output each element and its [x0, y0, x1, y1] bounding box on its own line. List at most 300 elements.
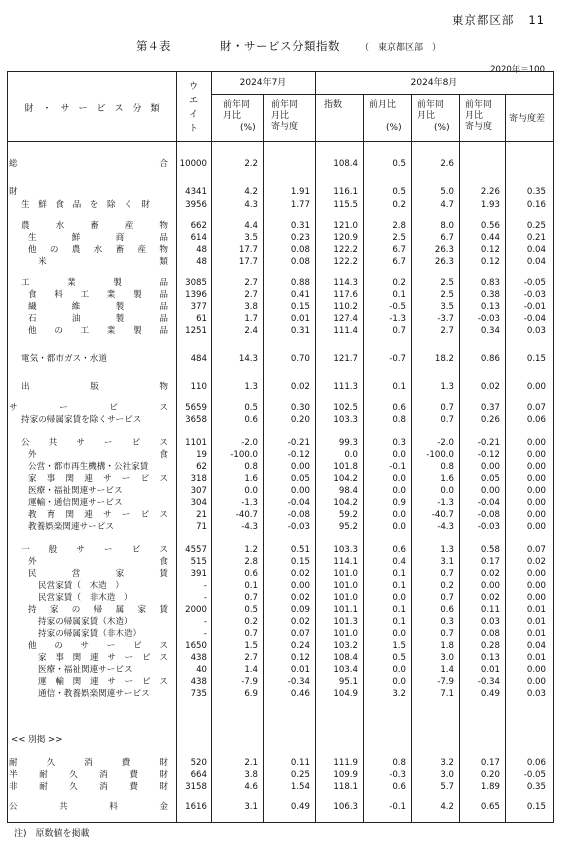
cell-ix: 114.3 [333, 278, 358, 288]
table-row [8, 199, 555, 211]
cell-jc: 0.31 [290, 221, 310, 231]
cell-mm: 3.2 [392, 689, 406, 699]
table-row [8, 580, 555, 592]
base-year-note: 2020年＝100 [490, 65, 545, 75]
row-category: 食 料 工 業 製 品 [28, 290, 168, 300]
cell-ac: 0.58 [480, 545, 500, 555]
cell-ac: 0.12 [480, 245, 500, 255]
row-category: 半 耐 久 消 費 財 [9, 770, 168, 780]
cell-dd: -0.04 [523, 314, 546, 324]
cell-ac: 0.08 [480, 629, 500, 639]
cell-jc: 0.05 [290, 474, 310, 484]
row-category: 非 耐 久 消 費 財 [9, 782, 168, 792]
cell-w: 614 [190, 233, 207, 243]
cell-jy: 0.0 [244, 486, 258, 496]
cell-ac: -0.12 [477, 450, 500, 460]
cell-ac: 0.02 [480, 569, 500, 579]
cell-dd: 0.00 [526, 510, 546, 520]
table-row [8, 301, 555, 313]
cell-ix: 104.2 [333, 474, 358, 484]
cell-dd: -0.05 [523, 770, 546, 780]
cell-ac: 0.86 [480, 354, 500, 364]
cell-w: - [203, 629, 207, 639]
cell-dd: 0.00 [526, 498, 546, 508]
cell-w: 48 [196, 245, 207, 255]
cell-w: 61 [196, 314, 207, 324]
cell-ac: -0.03 [477, 522, 500, 532]
cell-ay: 2.5 [440, 290, 454, 300]
cell-dd: 0.07 [526, 403, 546, 413]
cell-w: 377 [190, 302, 207, 312]
cell-dd: 0.00 [526, 474, 546, 484]
cell-jy: 3.8 [244, 302, 258, 312]
cell-jy: 0.8 [244, 462, 258, 472]
cell-ay: -2.0 [437, 438, 454, 448]
cell-ac: 0.28 [480, 641, 500, 651]
cell-mm: 0.0 [392, 522, 406, 532]
cell-mm: 0.4 [392, 557, 406, 567]
cell-dd: 0.01 [526, 617, 546, 627]
row-category: 医療・福祉関連サービス [38, 665, 133, 675]
cell-ac: 0.00 [480, 486, 500, 496]
cell-ac: -0.08 [477, 510, 500, 520]
row-category: 運輸・通信関連サービス [28, 498, 123, 508]
cell-w: 438 [190, 677, 207, 687]
cell-dd: 0.00 [526, 522, 546, 532]
table-row [8, 757, 555, 769]
cell-ix: 104.9 [333, 689, 358, 699]
row-category: 通信・教養娯楽関連サービス [38, 689, 150, 699]
table-row [8, 158, 555, 170]
cell-mm: 0.0 [392, 486, 406, 496]
cell-ix: 120.9 [333, 233, 358, 243]
table-row [8, 521, 555, 533]
cell-mm: 0.6 [392, 403, 406, 413]
cell-w: 10000 [179, 159, 207, 169]
cell-ay: 6.7 [440, 233, 454, 243]
header-jul-yoy-unit: (%) [240, 123, 256, 133]
table-row [8, 437, 555, 449]
cell-ay: 0.2 [440, 581, 454, 591]
cell-mm: 0.1 [392, 617, 406, 627]
cell-dd: 0.06 [526, 415, 546, 425]
table-title: 財・サービス分類指数 [220, 39, 340, 53]
cell-w: 3158 [185, 782, 207, 792]
cell-dd: -0.03 [523, 290, 546, 300]
cell-dd: 0.35 [526, 187, 546, 197]
cell-mm: 0.1 [392, 290, 406, 300]
cell-mm: 0.0 [392, 665, 406, 675]
cell-mm: -0.1 [389, 462, 406, 472]
cell-jy: -7.9 [241, 677, 258, 687]
row-category: 民営家賃（ 木造 ） [38, 581, 124, 591]
cell-jc: -0.04 [287, 498, 310, 508]
cell-jy: 2.7 [244, 653, 258, 663]
cell-ix: 111.4 [333, 326, 358, 336]
cell-jc: 0.08 [290, 257, 310, 267]
cell-ay: 5.7 [440, 782, 454, 792]
cell-mm: 0.1 [392, 605, 406, 615]
cell-jy: 1.3 [244, 382, 258, 392]
cell-jy: 0.6 [244, 415, 258, 425]
row-category: 家 事 関 連 サ ー ビ ス [38, 653, 168, 663]
cell-dd: -0.01 [523, 302, 546, 312]
cell-jc: 1.77 [290, 200, 310, 210]
cell-ix: 117.6 [333, 290, 358, 300]
row-category: 民営家賃（ 非木造 ） [38, 593, 133, 603]
cell-w: 484 [190, 354, 207, 364]
table-row [8, 461, 555, 473]
row-category: 外 食 [28, 450, 168, 460]
cell-jc: 1.91 [290, 187, 310, 197]
cell-dd: 0.00 [526, 382, 546, 392]
cell-w: 1396 [185, 290, 207, 300]
row-category: 公営・都市再生機構・公社家賃 [28, 462, 149, 472]
table-row [8, 652, 555, 664]
cell-mm: 0.1 [392, 581, 406, 591]
row-category: 運 輸 関 連 サ ー ビ ス [38, 677, 168, 687]
cell-ac: 0.01 [480, 665, 500, 675]
cell-ix: 116.1 [333, 187, 358, 197]
separator-label: << 別掲 >> [11, 735, 63, 745]
cell-mm: 0.3 [392, 438, 406, 448]
cell-jy: 4.6 [244, 782, 258, 792]
cell-mm: 0.8 [392, 415, 406, 425]
header-region: 東京都区部 [451, 13, 515, 27]
cell-dd: 0.00 [526, 486, 546, 496]
cell-jy: 1.5 [244, 641, 258, 651]
row-category: 電気・都市ガス・水道 [21, 354, 107, 364]
cell-w: 3658 [185, 415, 207, 425]
table-row [8, 449, 555, 461]
row-category: 他 の サ ー ビ ス [28, 641, 168, 651]
cell-ay: 0.0 [440, 486, 454, 496]
cell-mm: 0.0 [392, 629, 406, 639]
cell-dd: 0.04 [526, 257, 546, 267]
cell-mm: 1.5 [392, 641, 406, 651]
cell-mm: 2.8 [392, 221, 406, 231]
cell-ay: -100.0 [426, 450, 454, 460]
page-number: 11 [528, 13, 545, 27]
cell-jc: 0.88 [290, 278, 310, 288]
cell-ix: 102.5 [333, 403, 358, 413]
cell-ix: 101.8 [333, 462, 358, 472]
cell-jy: -4.3 [241, 522, 258, 532]
row-category: 生 鮮 商 品 [28, 233, 168, 243]
row-category: 一 般 サ ー ビ ス [21, 545, 168, 555]
cell-mm: 0.2 [392, 200, 406, 210]
table-row [8, 186, 555, 198]
cell-w: 1101 [185, 438, 207, 448]
table-row [8, 256, 555, 268]
table-row [8, 781, 555, 793]
cell-jc: 0.07 [290, 629, 310, 639]
cell-ac: -0.34 [477, 677, 500, 687]
cell-ac: 0.65 [480, 802, 500, 812]
footnote: 注) 原数値を掲載 [14, 829, 90, 839]
header-aug-yoy: 前年同 月比 [417, 100, 445, 121]
row-category: 他 の 農 水 畜 産 物 [28, 245, 168, 255]
cell-ac: 0.03 [480, 617, 500, 627]
cell-w: 318 [190, 474, 207, 484]
cell-jc: 0.41 [290, 290, 310, 300]
header-mom-unit: (%) [386, 123, 402, 133]
cell-ac: 0.12 [480, 257, 500, 267]
table-row [8, 402, 555, 414]
cell-dd: 0.00 [526, 677, 546, 687]
cell-mm: 6.7 [392, 245, 406, 255]
table-row [8, 568, 555, 580]
cell-jy: 2.4 [244, 326, 258, 336]
cell-w: 391 [190, 569, 207, 579]
cell-jc: 0.15 [290, 557, 310, 567]
cell-jy: 0.1 [244, 581, 258, 591]
cell-dd: 0.35 [526, 782, 546, 792]
cell-w: 3085 [185, 278, 207, 288]
table-row [8, 688, 555, 700]
cell-ay: 8.0 [440, 221, 454, 231]
cell-ay: 0.7 [440, 415, 454, 425]
table-row [8, 544, 555, 556]
cell-ay: 1.4 [440, 665, 454, 675]
cell-mm: 0.7 [392, 326, 406, 336]
cell-dd: 0.00 [526, 450, 546, 460]
cell-mm: 0.0 [392, 450, 406, 460]
row-category: 教 育 関 連 サ ー ビ ス [28, 510, 168, 520]
cell-w: 1650 [185, 641, 207, 651]
cell-jy: 3.5 [244, 233, 258, 243]
cell-jc: 1.54 [290, 782, 310, 792]
cell-mm: -0.7 [389, 354, 406, 364]
cell-ac: 0.13 [480, 302, 500, 312]
row-category: 持家の帰属家賃（木造） [38, 617, 133, 627]
header-aug-yoy-unit: (%) [434, 123, 450, 133]
row-category: 耐 久 消 費 財 [9, 758, 168, 768]
cell-ix: 101.0 [333, 569, 358, 579]
header-jul-contrib: 前年同 月比 寄与度 [271, 100, 299, 132]
cell-jc: 0.24 [290, 641, 310, 651]
cell-dd: 0.04 [526, 641, 546, 651]
cell-ix: 108.4 [333, 159, 358, 169]
cell-ix: 101.0 [333, 581, 358, 591]
cell-mm: 0.0 [392, 474, 406, 484]
header-aug: 2024年8月 [410, 78, 458, 88]
cell-ix: 110.2 [333, 302, 358, 312]
cell-dd: 0.03 [526, 689, 546, 699]
cell-ay: 1.3 [440, 545, 454, 555]
cell-jy: 2.2 [244, 159, 258, 169]
cell-ix: 111.3 [333, 382, 358, 392]
cell-jc: 0.12 [290, 653, 310, 663]
table-row [8, 277, 555, 289]
cell-jy: 2.7 [244, 290, 258, 300]
cell-w: - [203, 593, 207, 603]
cell-jy: -100.0 [230, 450, 258, 460]
table-row [8, 414, 555, 426]
cell-mm: 0.5 [392, 159, 406, 169]
cell-ix: 98.4 [338, 486, 358, 496]
table-row [8, 497, 555, 509]
table-row [8, 325, 555, 337]
cell-ac: 0.38 [480, 290, 500, 300]
cell-dd: 0.07 [526, 545, 546, 555]
cell-jy: 2.7 [244, 278, 258, 288]
cell-dd: 0.01 [526, 629, 546, 639]
cell-dd: 0.00 [526, 438, 546, 448]
cell-ac: 1.93 [480, 200, 500, 210]
cell-jy: 6.9 [244, 689, 258, 699]
cell-ac: -0.21 [477, 438, 500, 448]
row-category: 外 食 [28, 557, 168, 567]
cell-w: 4557 [185, 545, 207, 555]
cell-ay: 0.3 [440, 617, 454, 627]
cell-dd: 0.21 [526, 233, 546, 243]
cell-w: 2000 [185, 605, 207, 615]
cell-ac: 0.13 [480, 653, 500, 663]
cell-jc: 0.20 [290, 415, 310, 425]
table-row [8, 640, 555, 652]
cell-mm: 0.1 [392, 382, 406, 392]
cell-ac: 0.17 [480, 557, 500, 567]
cell-w: 1251 [185, 326, 207, 336]
cell-ay: 26.3 [434, 245, 454, 255]
row-category: 出 版 物 [21, 382, 168, 392]
row-category: サ ー ビ ス [9, 403, 168, 413]
cell-dd: 0.25 [526, 221, 546, 231]
cell-ac: 0.00 [480, 462, 500, 472]
cell-jy: 4.3 [244, 200, 258, 210]
cell-jy: 0.5 [244, 403, 258, 413]
cell-jc: -0.34 [287, 677, 310, 687]
cell-w: 62 [196, 462, 207, 472]
cell-ay: 3.0 [440, 653, 454, 663]
cell-jc: -0.12 [287, 450, 310, 460]
cell-ay: 4.7 [440, 200, 454, 210]
table-row [8, 473, 555, 485]
header-jul: 2024年7月 [239, 78, 287, 88]
cell-ix: 99.3 [338, 438, 358, 448]
cell-jy: -40.7 [235, 510, 258, 520]
row-category: 生 鮮 食 品 を 除 く 財 [21, 200, 150, 210]
cell-jc: -0.21 [287, 438, 310, 448]
cell-ac: -0.03 [477, 314, 500, 324]
cell-jy: 4.4 [244, 221, 258, 231]
cell-mm: 0.8 [392, 758, 406, 768]
cell-ay: -4.3 [437, 522, 454, 532]
header-index: 指数 [324, 100, 343, 110]
cell-mm: 2.5 [392, 233, 406, 243]
cell-ix: 122.2 [333, 245, 358, 255]
header-contrib-diff: 寄与度差 [509, 114, 546, 124]
cell-ix: 111.9 [333, 758, 358, 768]
cell-mm: -0.1 [389, 802, 406, 812]
header-category: 財 ・ サ ー ビ ス 分 類 [24, 104, 160, 114]
cell-ix: 0.0 [344, 450, 358, 460]
cell-ay: -7.9 [437, 677, 454, 687]
cell-jy: -2.0 [241, 438, 258, 448]
table-row [8, 592, 555, 604]
cell-ay: 1.8 [440, 641, 454, 651]
table-row [8, 289, 555, 301]
cell-mm: 0.0 [392, 677, 406, 687]
table-row [8, 244, 555, 256]
cell-ay: 3.0 [440, 770, 454, 780]
cell-ix: 95.1 [338, 677, 358, 687]
row-category: 繊 維 製 品 [28, 302, 168, 312]
cell-jy: 14.3 [238, 354, 258, 364]
cell-ac: 0.00 [480, 581, 500, 591]
cell-jc: 0.15 [290, 302, 310, 312]
row-category: 持家の帰属家賃を除くサービス [21, 415, 142, 425]
cell-ix: 101.0 [333, 593, 358, 603]
row-category: 医療・福祉関連サービス [28, 486, 123, 496]
cell-w: - [203, 581, 207, 591]
cell-mm: 0.0 [392, 510, 406, 520]
cell-w: - [203, 617, 207, 627]
cell-ix: 122.2 [333, 257, 358, 267]
header-aug-contrib: 前年同 月比 寄与度 [465, 100, 493, 132]
row-category: 持家の帰属家賃（非木造） [38, 629, 142, 639]
cell-w: 515 [190, 557, 207, 567]
cell-ay: 0.7 [440, 403, 454, 413]
cell-w: 520 [190, 758, 207, 768]
cell-jc: 0.25 [290, 770, 310, 780]
cell-jy: 2.8 [244, 557, 258, 567]
row-category: 民 営 家 賃 [28, 569, 168, 579]
cell-ix: 115.5 [333, 200, 358, 210]
cell-ix: 109.9 [333, 770, 358, 780]
cell-jc: 0.02 [290, 569, 310, 579]
cell-ay: 5.0 [440, 187, 454, 197]
cell-ac: 0.11 [480, 605, 500, 615]
cell-jc: 0.02 [290, 593, 310, 603]
cell-mm: -0.3 [389, 770, 406, 780]
cell-w: 664 [190, 770, 207, 780]
header-bottom-line [8, 141, 553, 142]
cell-jy: 0.5 [244, 605, 258, 615]
cell-jc: 0.11 [290, 758, 310, 768]
cell-dd: 0.04 [526, 245, 546, 255]
cell-jy: 3.8 [244, 770, 258, 780]
cell-mm: 0.0 [392, 593, 406, 603]
cell-ay: 2.7 [440, 326, 454, 336]
cell-w: 3956 [185, 200, 207, 210]
cell-w: 1616 [185, 802, 207, 812]
header-jul-yoy: 前年同 月比 [223, 100, 251, 121]
cell-ay: 0.8 [440, 462, 454, 472]
cell-ix: 101.1 [333, 605, 358, 615]
cell-ay: 0.6 [440, 605, 454, 615]
cell-w: 21 [196, 510, 207, 520]
row-category: 工 業 製 品 [21, 278, 168, 288]
cell-ac: 0.44 [480, 233, 500, 243]
cell-jc: 0.23 [290, 233, 310, 243]
cell-ay: 3.1 [440, 557, 454, 567]
cell-mm: 0.9 [392, 498, 406, 508]
cell-ix: 103.4 [333, 665, 358, 675]
cell-dd: 0.00 [526, 581, 546, 591]
cell-ix: 95.2 [338, 522, 358, 532]
cell-ay: 0.7 [440, 569, 454, 579]
table-row [8, 604, 555, 616]
table-row [8, 509, 555, 521]
cell-jy: 0.7 [244, 593, 258, 603]
cell-ac: 0.26 [480, 415, 500, 425]
cell-ix: 101.3 [333, 617, 358, 627]
table-row [8, 616, 555, 628]
cell-dd: 0.02 [526, 557, 546, 567]
header-divider [211, 94, 554, 95]
